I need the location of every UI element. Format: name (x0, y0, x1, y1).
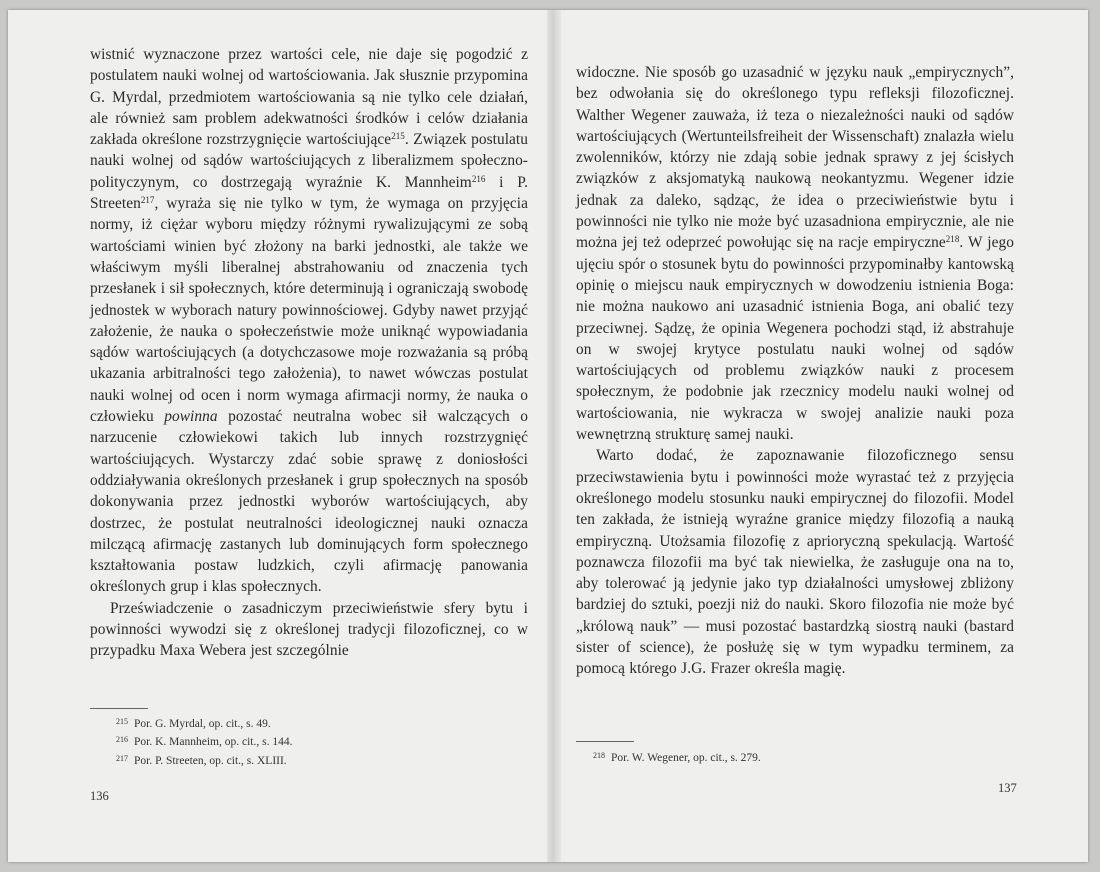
text-run: , wyraża się nie tylko w tym, że wymaga on przyjęcia normy, iż ciężar wyboru między różnymi rywalizującymi ze sobą wartościami winien być złożony na barki jednostki, ale także we właściwym myśli liberalnej abstrahowaniu od znaczenia tych przesłanek i sił społecznych, które determinują i ograniczają swobodę jednostek w wyborach natury powinnościowej. Gdyby nawet przyjąć założenie, że nauka o społeczeństwie może uniknąć wypowiadania sądów wartościujących (a dotychczasowe moje rozważania są próbą ukazania arbitralności tego założenia), to nawet wówczas postulat nauki wolnej od ocen i norm wymaga afirmacji normy, że nauka o człowieku (90, 195, 528, 426)
footnote-text: Por. P. Streeten, op. cit., s. XLIII. (134, 754, 287, 767)
text-run: . W jego ujęciu spór o stosunek bytu do powinności przypominałby kantowską opinię o miejscu nauk empirycznych w dowodzeniu istnienia Boga: nie można naukowo ani uzasadnić istnienia Boga, ani obalić tezy przeciwnej. Sądzę, że opinia Wegenera pochodzi stąd, iż abstrahuje on w swojej krytyce postulatu nauki wolnej od sądów wartościujących od problemu związków nauki z procesem społecznym, że podobnie jak rzecznicy modelu nauki wolnej od wartościowania, nie wykracza w swojej analizie nauki poza wewnętrzną strukturę samej nauki. (576, 234, 1014, 444)
text-run: Przeświadczenie o zasadniczym przeciwieństwie sfery bytu i powinności wywodzi się z określonej tradycji filozoficznej, co w przypadku Maxa Webera jest szczególnie (90, 599, 528, 660)
open-book (8, 10, 1088, 862)
text-run: Warto dodać, że zapoznawanie filozoficznego sensu przeciwstawienia bytu i powinności może wyrastać też z przyjęcia określonego modelu stosunku nauki empirycznej do filozofii. Model ten zakłada, że istnieją wyraźne granice między filozofią a nauką empiryczną. Utożsamia filozofię z aprioryczną spekulacją. Wartość poznawcza filozofii ma być tak niewielka, że zasługuje ona na to, aby tolerować ją jedynie jako typ działalności umysłowej zbliżony bardziej do sztuki, poezji niż do nauki. Skoro filozofia nie może być „królową nauk” — musi pozostać bastardzką siostrą nauki (bastard sister of science), że posłużę się w tym wypadku terminem, za pomocą którego J.G. Frazer określa magię. (576, 447, 1014, 678)
footnote (116, 751, 536, 769)
footnote-ref: 216 (471, 173, 486, 184)
paragraph (90, 598, 528, 662)
book-gutter (547, 10, 561, 862)
footnote-number: 216 (116, 735, 128, 745)
footnote-number: 217 (116, 753, 128, 763)
paragraph (576, 62, 1014, 445)
footnote (116, 714, 536, 732)
footnote-ref: 218 (945, 234, 960, 245)
footnote-text: Por. G. Myrdal, op. cit., s. 49. (134, 718, 271, 730)
left-page-number: 136 (90, 789, 109, 803)
footnote-number: 215 (116, 717, 128, 726)
right-page (561, 10, 1088, 862)
text-run: . Związek postulatu nauki wolnej od sądów wartościujących z liberalizmem społeczno-polityczynym, co dostrzegają wyraźnie K. Mannheim (90, 131, 529, 191)
left-footnotes (116, 714, 536, 769)
text-run: i P. Streeten (90, 173, 528, 213)
text-run: pozostać neutralna wobec sił walczących o narzucenie człowiekowi takich lub innych rozstrzygnięć wartościujących. Wystarczy zdać sobie sprawę z doniosłości oddziaływania określonych przesłanek i grup społecznych na sposób dokonywania przez jednostki wyborów wartościujących, aby dostrzec, że postulat neutralności ideologicznej nauki oznacza milczącą afirmację zastanych lub dominujących form społecznego kształtowania postaw ludzkich, czyli afirmację panowania określonych grup i klas społecznych. (90, 408, 528, 596)
right-footnote-rule (576, 741, 634, 742)
left-page-body (90, 44, 528, 662)
footnote-ref: 217 (140, 195, 155, 206)
text-run: widoczne. Nie sposób go uzasadnić w języku nauk „empirycznych”, bez odwołania się do określonego typu refleksji filozoficznej. Walther Wegener zauważa, iż teza o niezależności nauki od sądów wartościujących (Wertunteilsfreiheit der Wissenschaft) znalazła wielu zwolenników, którzy nie zdają sobie jednak sprawy z jej ścisłych związków z aksjomatyką naukową neokantyzmu. Wegener idzie jednak za daleko, sądząc, że idea o przeciwieństwie bytu i powinności nie tylko nie może być uzasadniona empirycznie, ale nie można jej też odeprzeć powołując się na racje empiryczne (576, 64, 1014, 252)
footnote (116, 732, 536, 750)
paragraph (576, 445, 1014, 679)
left-footnote-rule (90, 708, 148, 709)
emphasis: powinna (164, 408, 218, 426)
footnote-ref: 215 (391, 131, 405, 142)
right-footnotes (593, 748, 1013, 766)
footnote-number: 218 (593, 751, 605, 760)
footnote-text: Por. W. Wegener, op. cit., s. 279. (611, 752, 761, 764)
footnote-text: Por. K. Mannheim, op. cit., s. 144. (134, 736, 293, 749)
left-page (8, 10, 548, 862)
right-page-number: 137 (998, 781, 1017, 795)
right-page-body (576, 62, 1014, 680)
footnote (593, 748, 1013, 766)
paragraph (90, 44, 528, 598)
text-run: wistnić wyznaczone przez wartości cele, nie daje się pogodzić z postulatem nauki wolnej od wartościowania. Jak słusznie przypomina G. Myrdal, przedmiotem wartościowania są nie tylko cele działań, ale również sam problem adekwatności środków i celów działania zakłada określone rozstrzygnięcie wartościujące (90, 46, 528, 149)
